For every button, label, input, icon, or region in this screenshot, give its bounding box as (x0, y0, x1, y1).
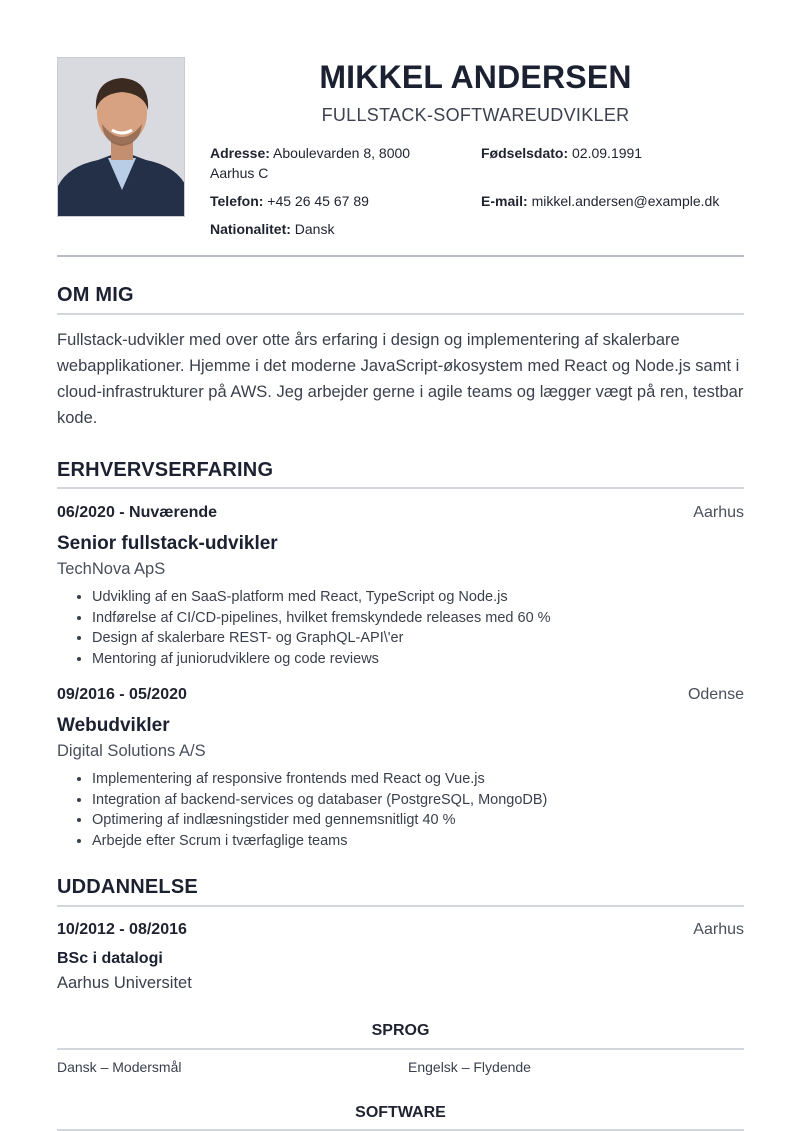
bullet-item: • Integration af backend-services og databaser (PostgreSQL, MongoDB) (92, 790, 547, 811)
contact-email (481, 191, 771, 211)
language-item: Engelsk – Flydende (408, 1059, 531, 1075)
job-bullets (57, 769, 547, 851)
profile-photo-image (58, 58, 185, 217)
job-role: Webudvikler (57, 715, 170, 736)
contact-address (210, 143, 450, 183)
job-location: Odense (687, 686, 744, 703)
section-title-experience: ERHVERVSERFARING (57, 459, 274, 481)
contact-nationality (210, 219, 470, 239)
phone-label: Telefon: (210, 193, 264, 209)
bullet-item: • Udvikling af en SaaS-platform med React, TypeScript og Node.js (92, 587, 551, 608)
section-title-software: SOFTWARE (355, 1104, 446, 1121)
contact-phone (210, 191, 470, 211)
nationality-value: Dansk (294, 221, 335, 237)
education-location: Aarhus (693, 921, 744, 938)
section-divider (57, 313, 744, 315)
email-label: E-mail: (481, 193, 528, 209)
job-company: Digital Solutions A/S (57, 742, 206, 760)
cv-header (57, 57, 744, 257)
bullet-item: • Implementering af responsive frontends med React og Vue.js (92, 769, 547, 790)
profile-photo (57, 57, 185, 217)
job-bullets (57, 587, 551, 669)
candidate-name: MIKKEL ANDERSEN (319, 59, 632, 95)
education-degree: BSc i datalogi (57, 950, 163, 967)
section-title-about: OM MIG (57, 284, 134, 306)
job-date: 09/2016 - 05/2020 (57, 686, 187, 703)
address-label: Adresse: (210, 145, 270, 161)
section-title-languages: SPROG (371, 1022, 430, 1039)
education-date: 10/2012 - 08/2016 (57, 921, 187, 938)
bullet-item: • Design af skalerbare REST- og GraphQL-API\'er (92, 628, 551, 649)
birthdate-label: Fødselsdato: (481, 145, 569, 161)
job-role: Senior fullstack-udvikler (57, 533, 278, 554)
language-item: Dansk – Modersmål (57, 1059, 182, 1075)
section-divider (57, 487, 744, 489)
about-text: Fullstack-udvikler med over otte års erfaring i design og implementering af skalerbare webapplikationer. Hjemme i det moderne JavaScript-økosystem med React og Node.js samt i cloud-infrastrukturer på AWS. Jeg arbejder gerne i agile teams og lægger vægt på ren, testbar kode. (57, 331, 744, 427)
nationality-label: Nationalitet: (210, 221, 291, 237)
job-date: 06/2020 - Nuværende (57, 504, 218, 521)
address-value: Aboulevarden 8, 8000 Aarhus C (210, 145, 411, 181)
job-location: Aarhus (693, 504, 744, 521)
section-divider (57, 905, 744, 907)
bullet-item: • Mentoring af juniorudviklere og code reviews (92, 649, 551, 670)
job-title: FULLSTACK-SOFTWAREUDVIKLER (321, 105, 630, 125)
section-divider (57, 1048, 744, 1050)
contact-birthdate (481, 143, 751, 163)
cv-page (57, 57, 744, 1121)
section-title-education: UDDANNELSE (57, 876, 198, 898)
email-value[interactable]: mikkel.andersen@example.dk (531, 193, 720, 209)
bullet-item: • Indførelse af CI/CD-pipelines, hvilket fremskyndede releases med 60 % (92, 608, 551, 629)
header-divider (57, 255, 744, 257)
bullet-item: • Optimering af indlæsningstider med gennemsnitligt 40 % (92, 810, 547, 831)
bullet-item: • Arbejde efter Scrum i tværfaglige teams (92, 831, 547, 852)
phone-value: +45 26 45 67 89 (267, 193, 369, 209)
birthdate-value: 02.09.1991 (572, 145, 643, 161)
job-company: TechNova ApS (57, 560, 166, 578)
education-school: Aarhus Universitet (57, 974, 192, 992)
